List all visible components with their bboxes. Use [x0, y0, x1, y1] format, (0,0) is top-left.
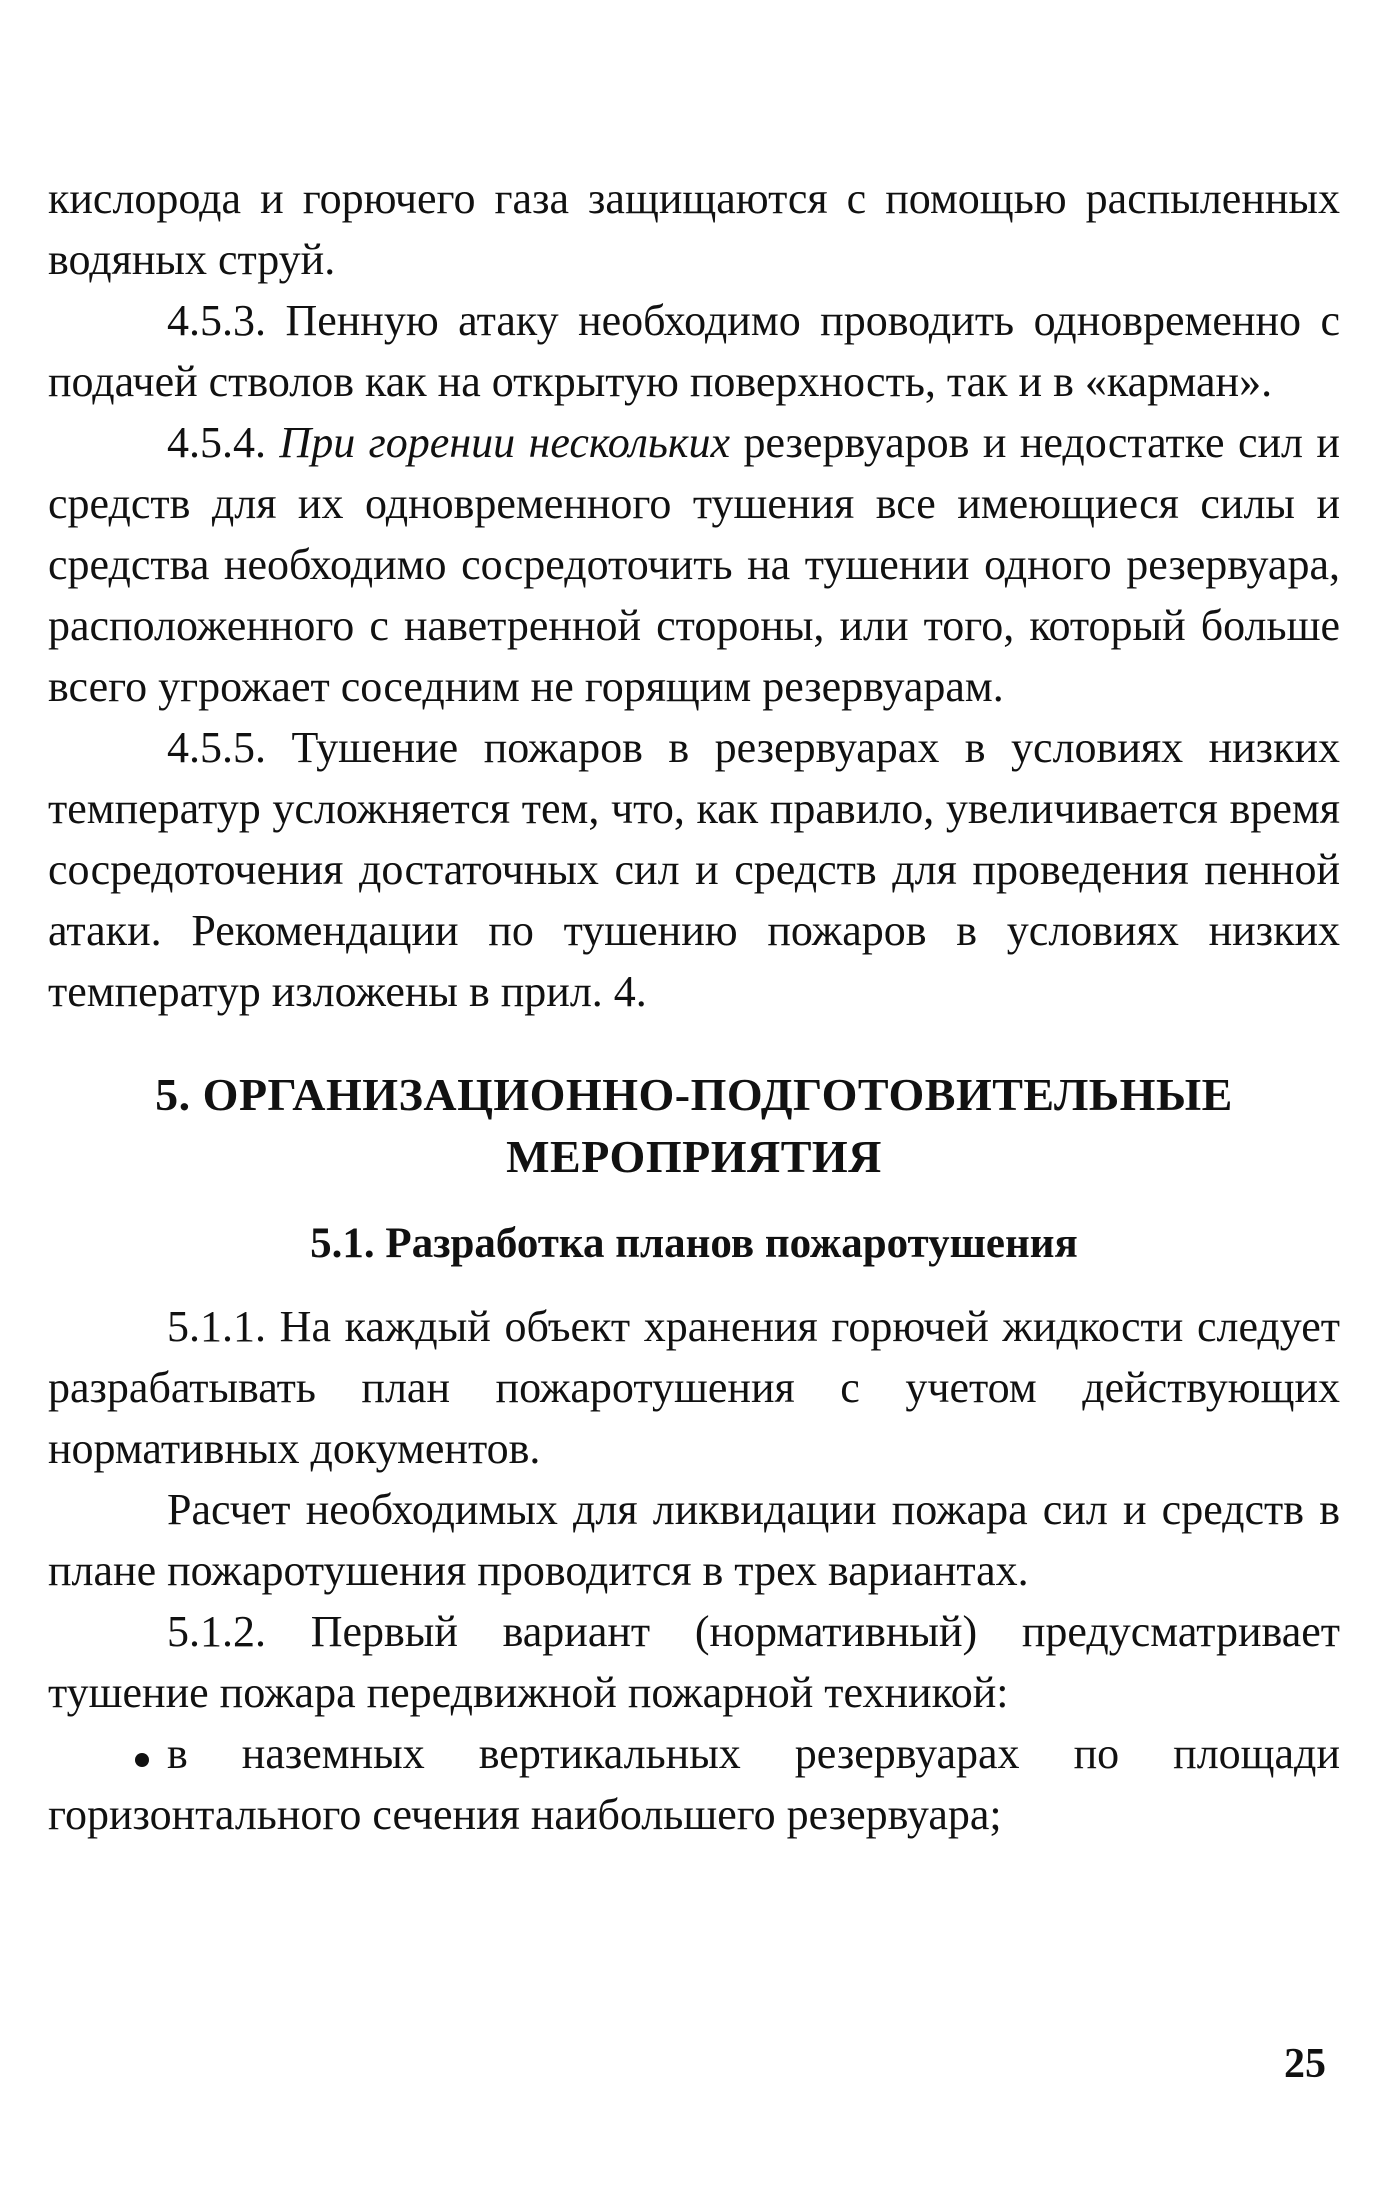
paragraph-calculation: Расчет необходимых для ликвидации пожара сил и средств в плане пожаротушения проводится в трех вариантах.	[48, 1485, 1340, 1595]
paragraph-4-5-4	[48, 412, 1340, 717]
section-heading	[48, 1064, 1340, 1188]
paragraph-number: 4.5.3.	[167, 296, 266, 345]
subsection-heading: 5.1. Разработка планов пожаротушения	[310, 1220, 1078, 1267]
paragraph-text: Первый вариант (нормативный) предусматривает тушение пожара передвижной пожарной техникой:	[48, 1607, 1340, 1717]
paragraph-text: На каждый объект хранения горючей жидкости следует разрабатывать план пожаротушения с учетом действующих нормативных документов.	[48, 1302, 1340, 1473]
paragraph-4-5-3	[48, 290, 1340, 412]
paragraph-text: Пенную атаку необходимо проводить одновременно с подачей стволов как на открытую поверхность, так и в «карман».	[48, 296, 1340, 406]
bullet-text: в наземных вертикальных резервуарах по площади горизонтального сечения наибольшего резервуара;	[48, 1729, 1340, 1839]
page-number: 25	[1284, 2041, 1326, 2087]
section-heading-line-2: МЕРОПРИЯТИЯ	[506, 1131, 882, 1182]
paragraph-number: 4.5.5.	[167, 723, 266, 772]
section-heading-line-1: 5. ОРГАНИЗАЦИОННО-ПОДГОТОВИТЕЛЬНЫЕ	[155, 1069, 1233, 1120]
paragraph-4-5-5	[48, 717, 1340, 1022]
paragraph-5-1-2	[48, 1601, 1340, 1723]
paragraph-number: 5.1.2.	[167, 1607, 266, 1656]
paragraph-text: резервуаров и недостатке сил и средств для их одновременного тушения все имеющиеся силы и средства необходимо сосредоточить на тушении одного резервуара, расположенного с наветренной стороны, или того, который больше всего угрожает соседним не горящим резервуарам.	[48, 418, 1340, 711]
bullet-item	[48, 1723, 1340, 1845]
paragraph-continuation: кислорода и горючего газа защищаются с помощью распыленных водяных струй.	[48, 174, 1340, 284]
paragraph-number: 4.5.4.	[167, 418, 266, 467]
paragraph-italic-text: При горении нескольких	[266, 418, 731, 467]
paragraph-number: 5.1.1.	[167, 1302, 266, 1351]
document-page	[48, 168, 1340, 1845]
paragraph-text: Тушение пожаров в резервуарах в условиях низких температур усложняется тем, что, как правило, увеличивается время сосредоточения достаточных сил и средств для проведения пенной атаки. Рекомендации по тушению пожаров в условиях низких температур изложены в прил. 4.	[48, 723, 1340, 1016]
paragraph-5-1-1	[48, 1296, 1340, 1479]
